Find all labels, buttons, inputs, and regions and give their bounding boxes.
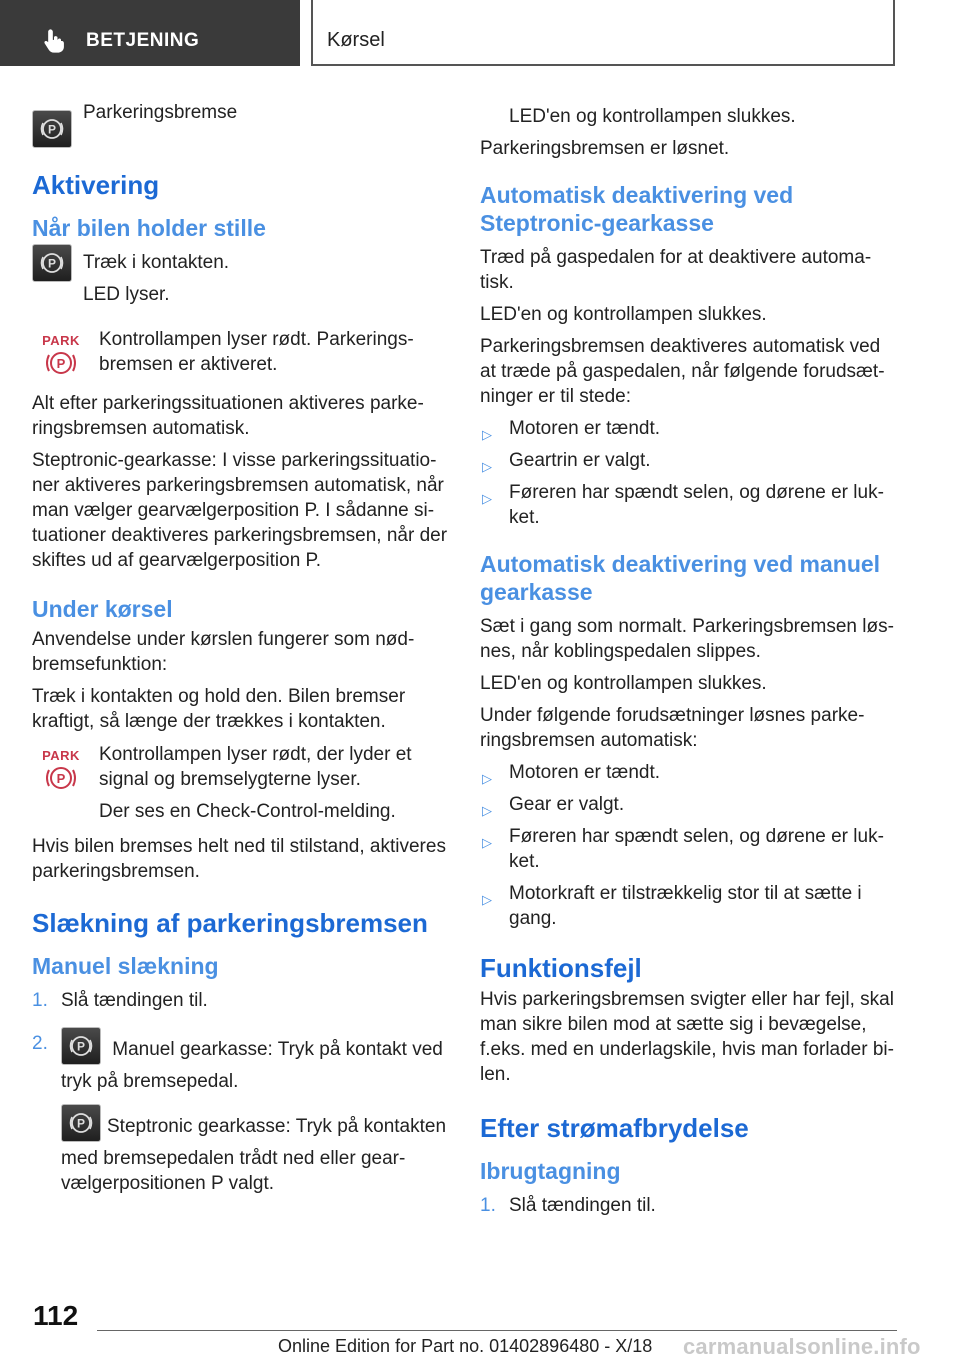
paragraph-steptronic: Steptronic-gearkasse: I visse parkeringssituationer aktiveres parkeringsbremsen automatisk, når man vælger gearvælgerposition P. I sådanne situationer deaktiveres parkeringsbremsen, når der skiftes ud af gearvælgerposition P. [32, 450, 448, 571]
led-off-text-2: LED'en og kontrollampen slukkes. [480, 304, 767, 325]
chapter-label: Kørsel [327, 29, 385, 51]
triangle-bullet-icon: ▷ [482, 892, 492, 907]
parking-brake-button-icon [32, 110, 72, 148]
svg-text:P: P [56, 771, 66, 786]
parking-brake-label: Parkeringsbremse [83, 102, 238, 123]
triangle-bullet-icon: ▷ [482, 491, 492, 506]
paragraph-funktionsfejl: Hvis parkeringsbremsen svigter eller har fejl, skal man sikre bilen mod at sætte sig i bevægelse, f.eks. med en underlagskile, hvis man forlader bilen. [480, 989, 894, 1085]
heading-holder-stille: Når bilen holder stille [32, 215, 266, 241]
triangle-bullet-icon: ▷ [482, 459, 492, 474]
svg-text:P: P [76, 1039, 86, 1054]
park-warning-icon: PARK P [42, 748, 80, 786]
restart-steps [480, 1193, 896, 1218]
led-on-text: LED lyser. [83, 284, 170, 305]
hand-pointer-icon [40, 27, 68, 55]
triangle-bullet-icon: ▷ [482, 427, 492, 442]
paragraph-hvis-bilen: Hvis bilen bremses helt ned til stilstand, aktiveres parkeringsbremsen. [32, 836, 446, 882]
right-column [480, 104, 896, 1225]
svg-text:P: P [56, 356, 66, 371]
conditions-list-2 [480, 760, 896, 931]
paragraph-traed: Træd på gaspedalen for at deaktivere automatisk. [480, 247, 872, 293]
pull-switch-row [32, 250, 448, 307]
parking-brake-button-icon [32, 244, 72, 282]
parking-brake-button-icon [61, 1104, 101, 1142]
triangle-bullet-icon: ▷ [482, 803, 492, 818]
heading-manuel-slaekning: Manuel slækning [32, 953, 219, 979]
list-item: ▷ Motoren er tændt. [480, 760, 896, 785]
indicator-text-1: Kontrollampen lyser rødt. Parkeringsbremsen er aktiveret. [99, 329, 414, 375]
heading-slaekning: Slækning af parkeringsbremsen [32, 908, 428, 938]
heading-efter-stroemafbrydelse: Efter strømafbrydelse [480, 1113, 749, 1143]
list-item: 2. P Manuel gearkasse: Tryk på kontakt ved tryk på bremsepedal. [32, 1031, 448, 1094]
park-indicator-row-1 [32, 327, 448, 381]
parking-brake-button-icon [61, 1027, 101, 1065]
list-item: ▷ Gear er valgt. [480, 792, 896, 817]
svg-text:P: P [47, 122, 57, 137]
triangle-bullet-icon: ▷ [482, 771, 492, 786]
park-warning-icon: PARK P [42, 333, 80, 371]
chapter-header [311, 0, 895, 66]
watermark: carmanualsonline.info [683, 1334, 921, 1359]
heading-funktionsfejl: Funktionsfejl [480, 953, 642, 983]
heading-under-koersel: Under kørsel [32, 596, 173, 622]
list-item: 1. Slå tændingen til. [480, 1195, 656, 1216]
section-label: BETJENING [86, 30, 200, 51]
list-item: ▷ Føreren har spændt selen, og dørene er lukket. [482, 482, 884, 528]
list-item: ▷ Motoren er tændt. [480, 416, 896, 441]
svg-text:P: P [76, 1116, 86, 1131]
paragraph-saet: Sæt i gang som normalt. Parkeringsbremsen løsnes, når koblingspedalen slippes. [480, 616, 894, 662]
paragraph-traek-hold: Træk i kontakten og hold den. Bilen bremser kraftigt, så længe der trækkes i kontakten. [32, 686, 406, 732]
list-item: ▷ Geartrin er valgt. [480, 448, 896, 473]
list-item: ▷ Motorkraft er tilstrækkelig stor til at sætte i gang. [482, 883, 862, 929]
paragraph-deaktiveres: Parkeringsbremsen deaktiveres automatisk ved at træde på gaspedalen, når følgende forudsætninger er til stede: [480, 336, 885, 407]
parking-brake-switch-row [32, 100, 448, 152]
triangle-bullet-icon: ▷ [482, 835, 492, 850]
footer-divider [97, 1330, 897, 1331]
left-column [32, 100, 448, 1203]
park-indicator-row-2 [32, 742, 448, 824]
led-off-text-1: LED'en og kontrollampen slukkes. [509, 106, 796, 127]
heading-auto-steptronic: Automatisk deaktivering ved Steptronic-gearkasse [480, 182, 794, 236]
paragraph-alt-efter: Alt efter parkeringssituationen aktiveres parkeringsbremsen automatisk. [32, 393, 424, 439]
list-item: 1. Slå tændingen til. [32, 990, 208, 1011]
section-tab [0, 0, 300, 66]
check-control-text: Der ses en Check-Control-melding. [99, 801, 396, 822]
heading-ibrugtagning: Ibrugtagning [480, 1158, 621, 1184]
paragraph-anvendelse: Anvendelse under kørslen fungerer som nødbremsefunktion: [32, 629, 415, 675]
release-steps [32, 988, 448, 1094]
paragraph-under-foelgende: Under følgende forudsætninger løsnes parkeringsbremsen automatisk: [480, 705, 865, 751]
step-sub-steptronic: P Steptronic gearkasse: Tryk på kontakten med bremsepedalen trådt ned eller gearvælgerpositionen P valgt. [32, 1108, 448, 1196]
heading-auto-manuel: Automatisk deaktivering ved manuel gearkasse [480, 551, 881, 605]
list-item: ▷ Føreren har spændt selen, og dørene er lukket. [482, 826, 884, 872]
led-off-text-3: LED'en og kontrollampen slukkes. [480, 673, 767, 694]
heading-aktivering: Aktivering [32, 170, 160, 200]
paragraph-loesnet: Parkeringsbremsen er løsnet. [480, 138, 730, 159]
indicator-text-2: Kontrollampen lyser rødt, der lyder et signal og bremselygterne lyser. [99, 744, 412, 790]
page-number: 112 [33, 1300, 79, 1331]
instruction-pull: Træk i kontakten. [83, 252, 230, 273]
edition-text: Online Edition for Part no. 01402896480 - X/18 [278, 1336, 653, 1356]
conditions-list-1 [480, 416, 896, 530]
svg-text:P: P [47, 256, 57, 271]
